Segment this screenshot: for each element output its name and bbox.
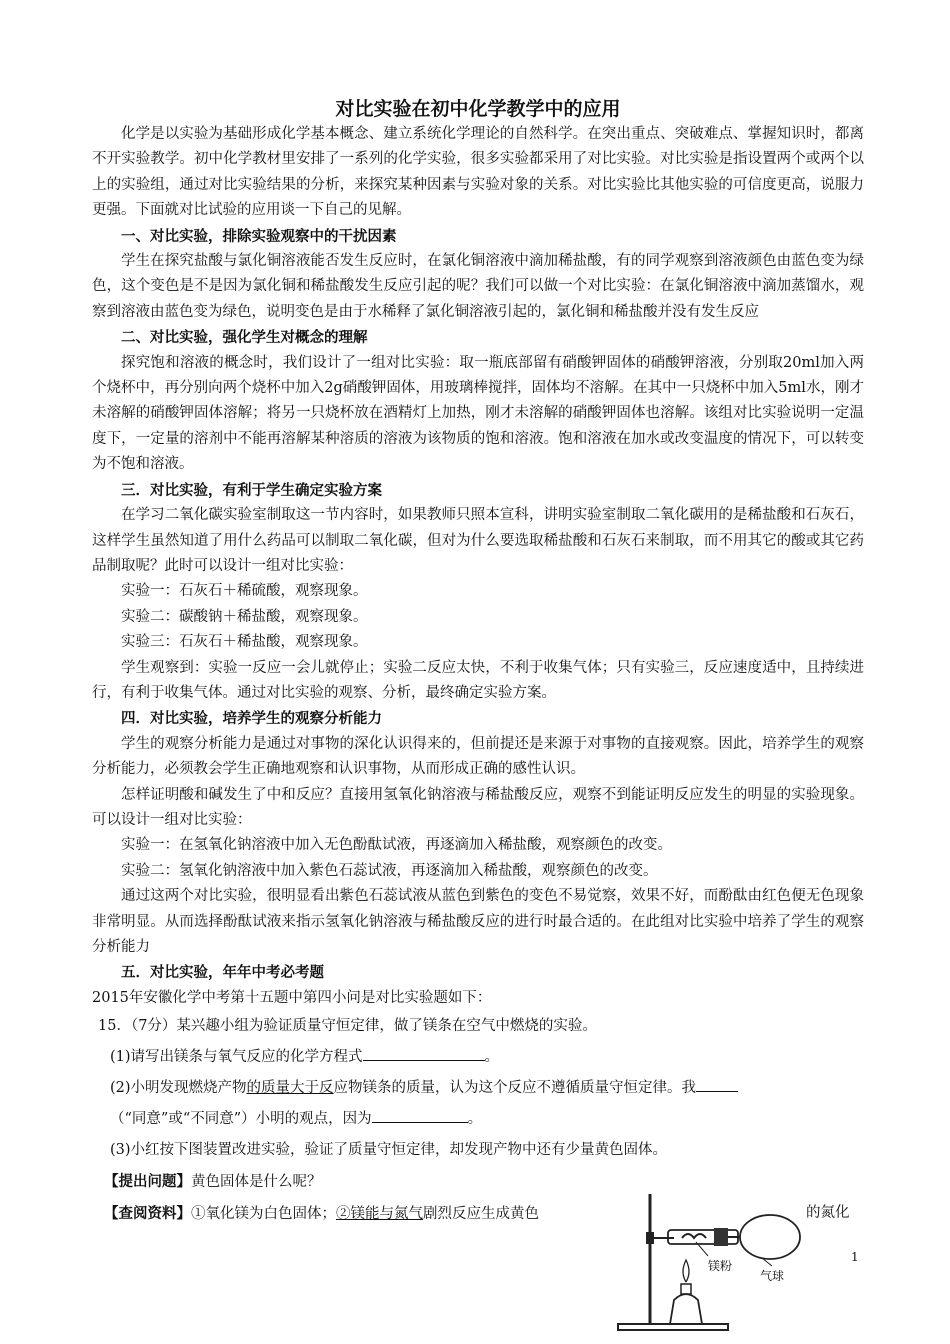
exam-intro: 2015年安徽化学中考第十五题中第四小问是对比实验题如下： [92, 989, 492, 1006]
section-heading-2: 二、对比实验，强化学生对概念的理解 [121, 329, 368, 347]
question-part-2-text-a: (2)小明发现燃烧产物 [110, 1080, 247, 1097]
section-heading-4: 四．对比实验，培养学生的观察分析能力 [121, 710, 382, 728]
label-balloon: 气球 [760, 1269, 785, 1283]
question-part-2 [92, 1073, 864, 1104]
section-paragraph: 怎样证明酸和碱发生了中和反应？直接用氢氧化钠溶液与稀盐酸反应，观察不到能证明反应发生的明显的实验现象。可以设计一组对比实验： [92, 786, 864, 828]
apparatus-figure [610, 1190, 825, 1335]
reference-text-b: 剧烈反应生成黄色 [423, 1206, 539, 1223]
intro-paragraph: 化学是以实验为基础形成化学基本概念、建立系统化学理论的自然科学。在突出重点、突破难点、掌握知识时，都离不开实验教学。初中化学教材里安排了一系列的化学实验，很多实验都采用了对比实验。对比实验是指设置两个或两个以上的实验组，通过对比实验结果的分析，来探究某种因素与实验对象的关系。对比实验比其他实验的可信度更高，说服力更强。下面就对比试验的应用谈一下自己的见解。 [92, 126, 864, 219]
section-heading-3: 三．对比实验，有利于学生确定实验方案 [121, 481, 382, 499]
question-stem: 15．（7分）某兴趣小组为验证质量守恒定律，做了镁条在空气中燃烧的实验。 [98, 1018, 597, 1035]
section-heading-1: 一、对比实验，排除实验观察中的干扰因素 [121, 227, 397, 245]
tube-stopper [714, 1228, 728, 1246]
alcohol-lamp [670, 1294, 702, 1324]
lamp-wick-holder [681, 1284, 691, 1294]
document-body [92, 96, 864, 1230]
experiment-line: 实验二：碳酸钠＋稀盐酸，观察现象。 [121, 608, 368, 625]
question-part-1-text: (1)请写出镁条与氧气反应的化学方程式 [110, 1049, 363, 1066]
answer-blank-1[interactable] [363, 1044, 485, 1061]
flame [683, 1260, 689, 1282]
balloon [740, 1215, 800, 1259]
experiment-line: 实验一：在氢氧化钠溶液中加入无色酚酞试液，再逐滴加入稀盐酸，观察颜色的改变。 [121, 837, 672, 854]
question-part-2-text-c: （“同意”或“不同意”）小明的观点，因为 [110, 1111, 372, 1128]
question-part-2-underlined: 的质量大于反 [246, 1080, 334, 1097]
reference-label: 【查阅资料】 [104, 1205, 191, 1223]
magnesium-powder [682, 1234, 706, 1238]
reference-tail: 的氮化 [806, 1205, 850, 1222]
stand-base [618, 1324, 728, 1330]
answer-blank-3[interactable] [372, 1106, 468, 1123]
question-part-1 [92, 1042, 864, 1073]
ask-label: 【提出问题】 [104, 1173, 191, 1191]
question-part-3: (3)小红按下图装置改进实验，验证了质量守恒定律，却发现产物中还有少量黄色固体。 [110, 1142, 668, 1159]
label-magnesium: 镁粉 [708, 1259, 733, 1273]
experiment-line: 实验一：石灰石＋稀硫酸，观察现象。 [121, 583, 368, 600]
question-part-2-cont [92, 1104, 864, 1135]
page-title: 对比实验在初中化学教学中的应用 [335, 98, 621, 120]
section-paragraph: 学生在探究盐酸与氯化铜溶液能否发生反应时，在氯化铜溶液中滴加稀盐酸，有的同学观察到溶液颜色由蓝色变为绿色，这个变色是不是因为氯化铜和稀盐酸发生反应引起的呢？我们可以做一个对比实验：在氯化铜溶液中滴加蒸馏水，观察到溶液由蓝色变为绿色，说明变色是由于水稀释了氯化铜溶液引起的，氯化铜和稀盐酸并没有发生反应 [92, 253, 864, 320]
question-part-2-end: 。 [467, 1111, 483, 1128]
experiment-line: 实验三：石灰石＋稀盐酸，观察现象。 [121, 634, 368, 651]
section-paragraph: 学生的观察分析能力是通过对事物的深化认识得来的，但前提还是来源于对事物的直接观察。因此，培养学生的观察分析能力，必须教会学生正确地观察和认识事物，从而形成正确的感性认识。 [92, 735, 864, 778]
question-part-1-end: 。 [484, 1049, 500, 1066]
reference-underlined: ②镁能与氮气 [336, 1206, 423, 1223]
page-number: 1 [851, 1250, 859, 1264]
clamp-boss [646, 1232, 654, 1244]
ask-text: 黄色固体是什么呢？ [191, 1174, 322, 1191]
answer-blank-2[interactable] [696, 1075, 738, 1092]
experiment-line: 实验二：氢氧化钠溶液中加入紫色石蕊试液，再逐滴加入稀盐酸，观察颜色的改变。 [121, 862, 658, 879]
question-part-2-text-b: 应物镁条的质量，认为这个反应不遵循质量守恒定律。我 [333, 1080, 697, 1097]
section-paragraph: 探究饱和溶液的概念时，我们设计了一组对比实验：取一瓶底部留有硝酸钾固体的硝酸钾溶液，分别取20ml加入两个烧杯中，再分别向两个烧杯中加入2g硝酸钾固体，用玻璃棒搅拌，固体均不溶解。在其中一只烧杯中加入5ml水，刚才未溶解的硝酸钾固体溶解；将另一只烧杯放在酒精灯上加热，刚才未溶解的硝酸钾固体也溶解。该组对比实验说明一定温度下，一定量的溶剂中不能再溶解某种溶质的溶液为该物质的饱和溶液。饱和溶液在加水或改变温度的情况下，可以转变为不饱和溶液。 [92, 354, 864, 473]
section-heading-5: 五．对比实验，年年中考必考题 [121, 964, 324, 982]
section-paragraph: 通过这两个对比实验，很明显看出紫色石蕊试液从蓝色到紫色的变色不易觉察，效果不好，而酚酞由红色便无色现象非常明显。从而选择酚酞试液来指示氢氧化钠溶液与稀盐酸反应的进行时最合适的。在此组对比实验中培养了学生的观察分析能力 [92, 888, 864, 955]
reference-text-a: ①氧化镁为白色固体； [191, 1206, 336, 1223]
section-paragraph: 学生观察到：实验一反应一会儿就停止；实验二反应太快，不利于收集气体；只有实验三，反应速度适中，且持续进行，有利于收集气体。通过对比实验的观察、分析，最终确定实验方案。 [92, 659, 864, 701]
section-paragraph: 在学习二氧化碳实验室制取这一节内容时，如果教师只照本宣科，讲明实验室制取二氧化碳用的是稀盐酸和石灰石，这样学生虽然知道了用什么药品可以制取二氧化碳，但对为什么要选取稀盐酸和石灰石来制取，而不用其它的酸或其它药品制取呢？此时可以设计一组对比实验： [92, 507, 864, 574]
